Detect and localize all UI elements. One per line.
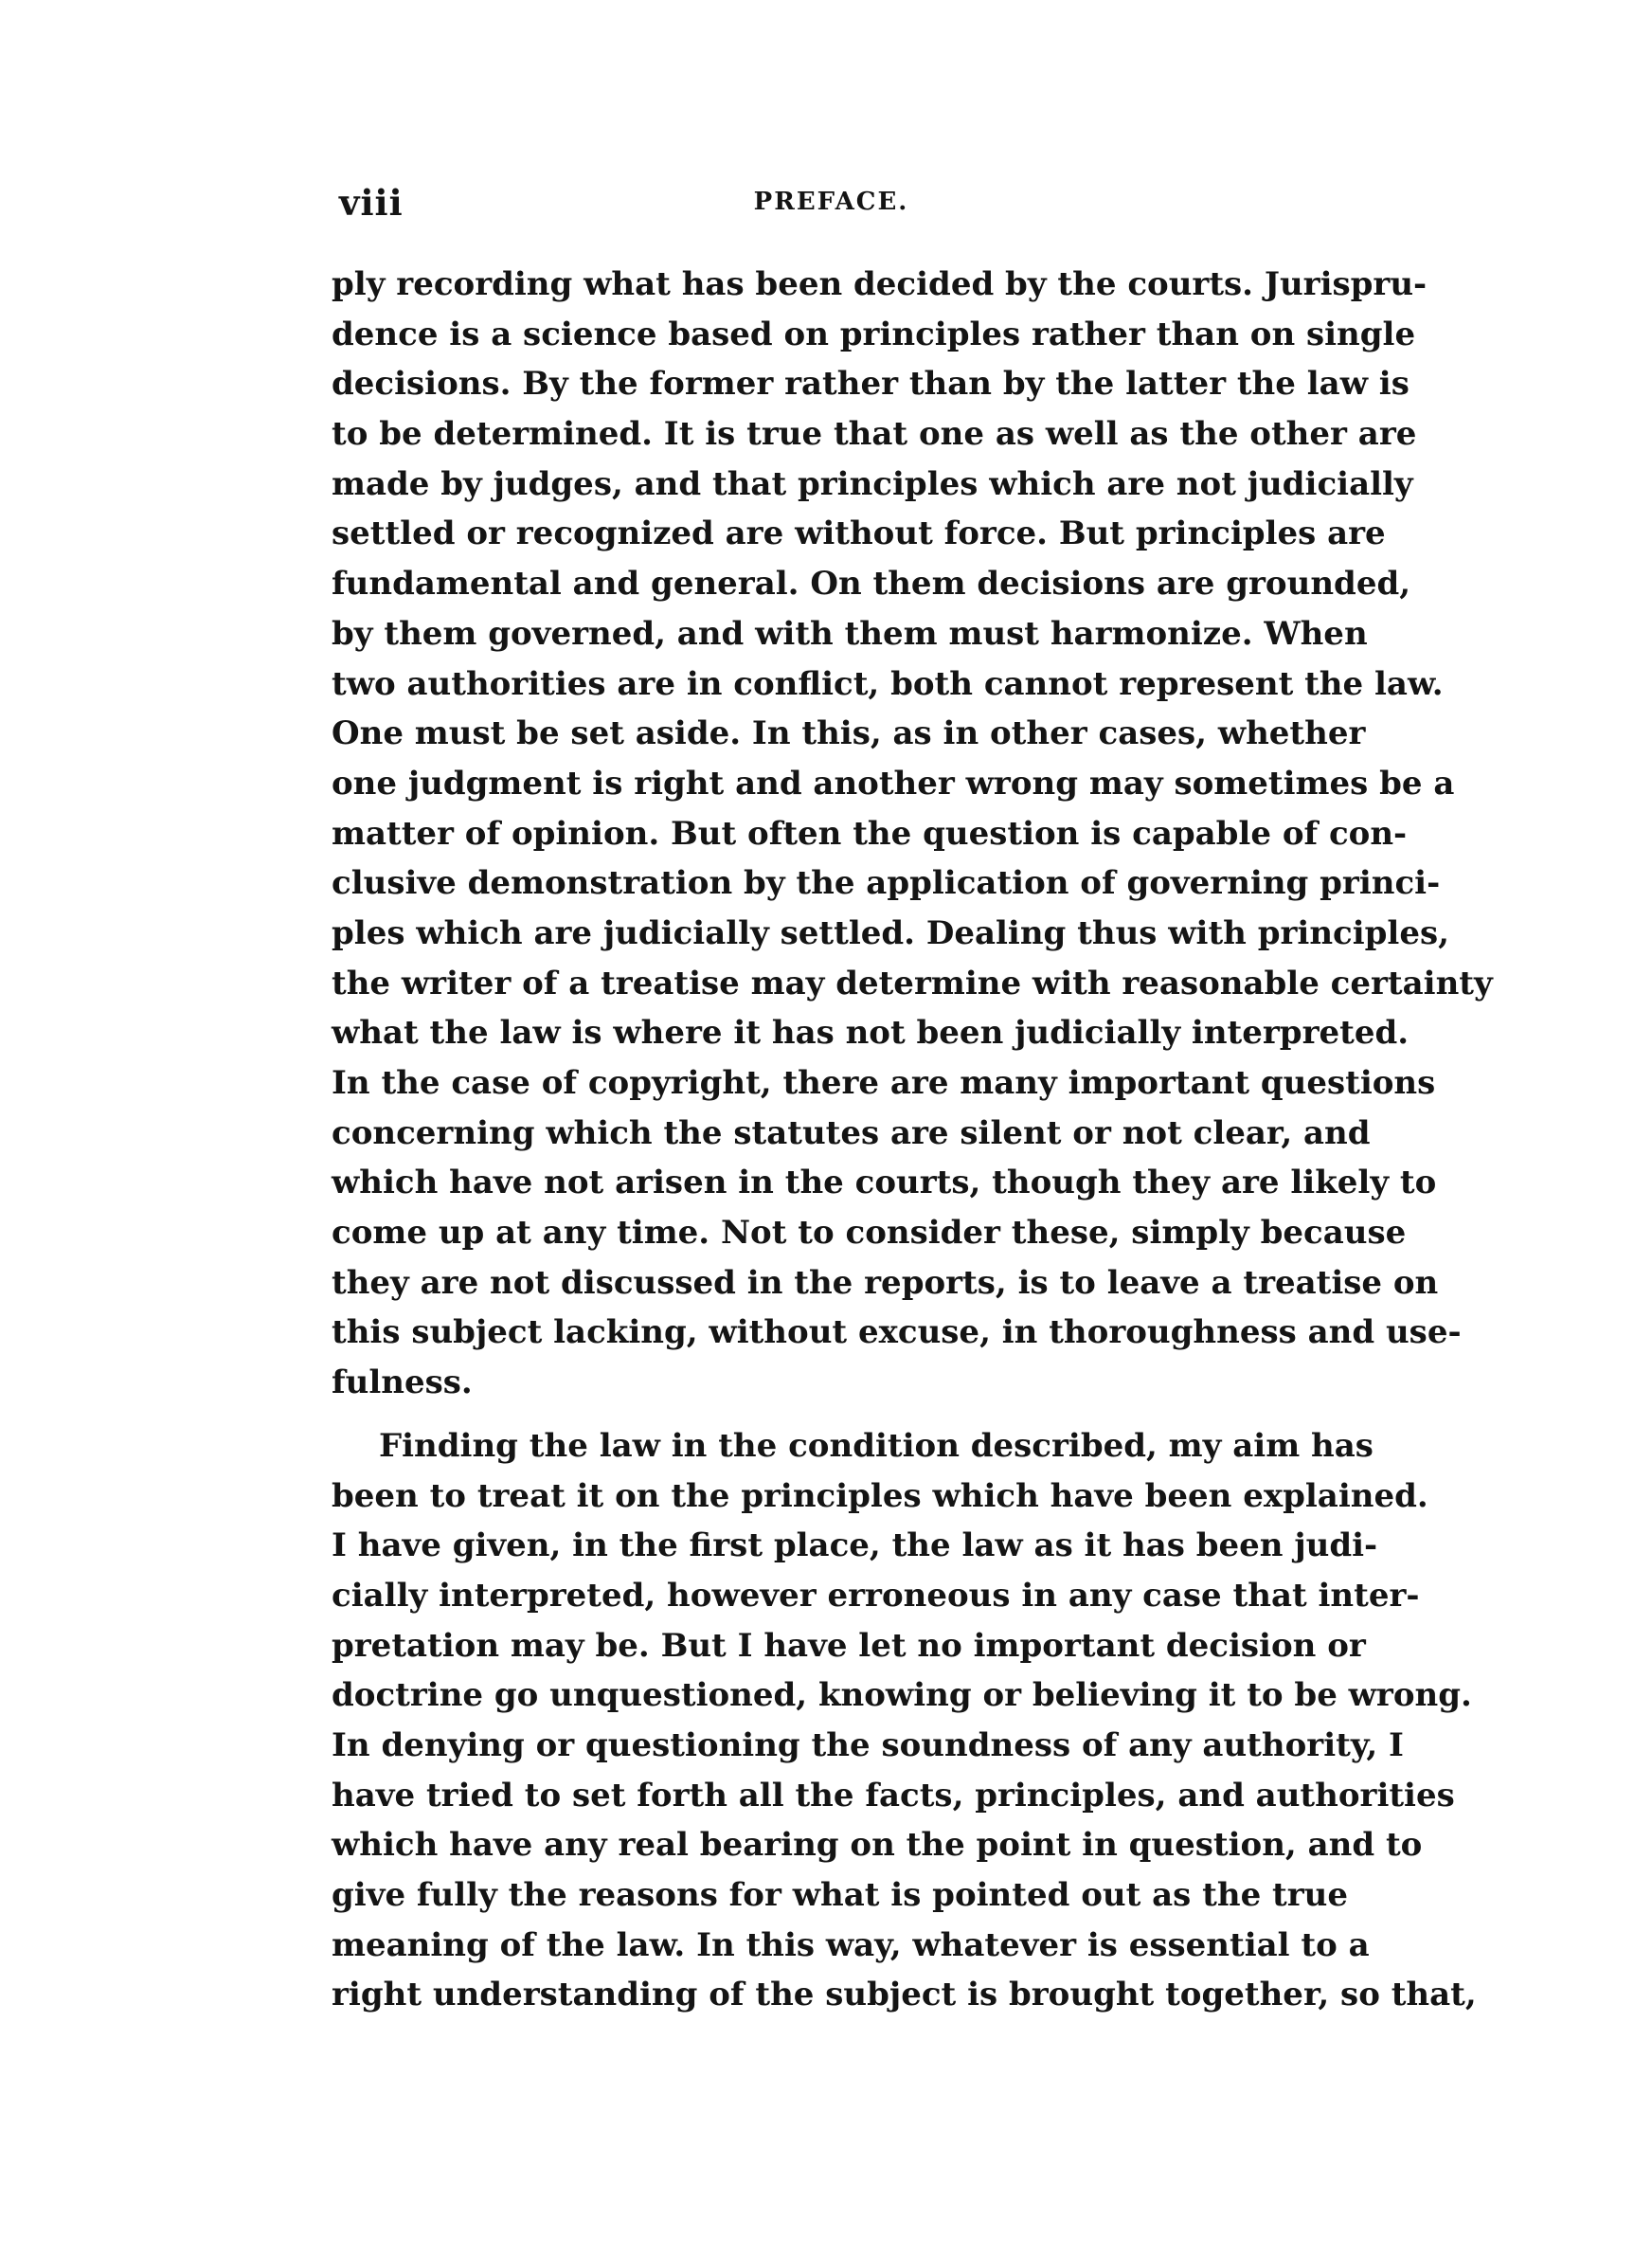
text-line: this subject lacking, without excuse, in thoroughness and use-: [332, 1313, 1462, 1352]
text-line: right understanding of the subject is brought together, so that,: [332, 1976, 1477, 2014]
text-line: cially interpreted, however erroneous in any case that inter-: [332, 1576, 1420, 1615]
text-line: which have not arisen in the courts, though they are likely to: [332, 1164, 1437, 1202]
text-line: by them governed, and with them must harmonize. When: [332, 614, 1368, 653]
text-line: In the case of copyright, there are many important questions: [332, 1064, 1436, 1102]
page-number: viii: [339, 182, 404, 224]
text-line: clusive demonstration by the application of governing princi-: [332, 864, 1441, 903]
text-line: settled or recognized are without force. But principles are: [332, 515, 1386, 553]
text-line: one judgment is right and another wrong may sometimes be a: [332, 764, 1455, 803]
text-line: Finding the law in the condition described, my aim has: [379, 1426, 1374, 1465]
text-line: made by judges, and that principles which are not judicially: [332, 464, 1413, 503]
text-line: doctrine go unquestioned, knowing or believing it to be wrong.: [332, 1676, 1472, 1715]
text-line: matter of opinion. But often the question is capable of con-: [332, 814, 1408, 853]
text-line: which have any real bearing on the point in question, and to: [332, 1826, 1423, 1865]
text-line: fulness.: [332, 1363, 473, 1402]
page-header: [332, 182, 1331, 229]
text-line: been to treat it on the principles which have been explained.: [332, 1476, 1428, 1515]
text-line: pretation may be. But I have let no important decision or: [332, 1626, 1366, 1665]
running-head: PREFACE.: [753, 188, 909, 216]
text-line: dence is a science based on principles rather than on single: [332, 315, 1416, 353]
text-line: ples which are judicially settled. Dealing thus with principles,: [332, 913, 1449, 952]
text-line: concerning which the statutes are silent or not clear, and: [332, 1113, 1371, 1152]
body-text: [332, 260, 1493, 2020]
paragraph-2: [332, 1421, 1477, 2020]
text-line: In denying or questioning the soundness of any authority, I: [332, 1725, 1404, 1764]
text-line: ply recording what has been decided by the courts. Jurispru-: [332, 265, 1428, 303]
text-line: decisions. By the former rather than by the latter the law is: [332, 365, 1410, 404]
text-line: have tried to set forth all the facts, principles, and authorities: [332, 1776, 1455, 1815]
text-line: the writer of a treatise may determine with reasonable certainty: [332, 964, 1493, 1002]
paragraph-gap: [332, 1408, 1331, 1421]
text-line: give fully the reasons for what is pointed out as the true: [332, 1876, 1349, 1914]
text-line: meaning of the law. In this way, whatever is essential to a: [332, 1925, 1370, 1964]
text-line: to be determined. It is true that one as well as the other are: [332, 415, 1417, 454]
paragraph-1: [332, 260, 1493, 1408]
text-line: fundamental and general. On them decisions are grounded,: [332, 565, 1411, 604]
text-line: come up at any time. Not to consider these, simply because: [332, 1214, 1407, 1253]
text-line: two authorities are in conflict, both cannot represent the law.: [332, 664, 1444, 703]
text-line: One must be set aside. In this, as in other cases, whether: [332, 714, 1366, 753]
text-line: they are not discussed in the reports, is to leave a treatise on: [332, 1263, 1439, 1302]
text-line: what the law is where it has not been judicially interpreted.: [332, 1014, 1410, 1053]
text-line: I have given, in the first place, the law as it has been judi-: [332, 1526, 1378, 1565]
